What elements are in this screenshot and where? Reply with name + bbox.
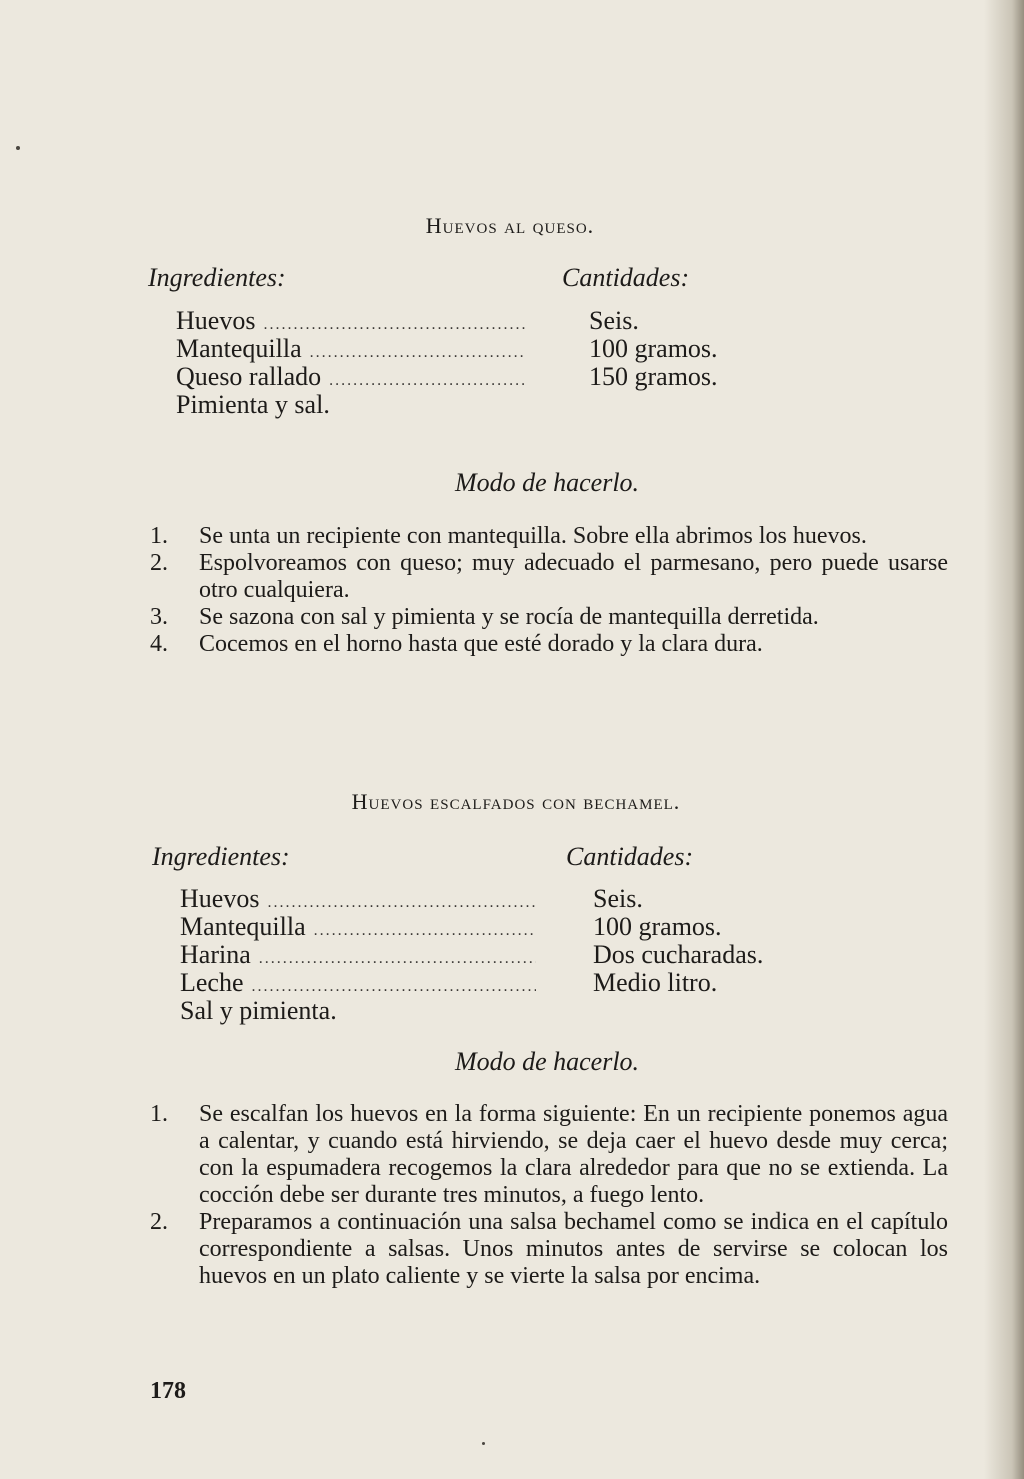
paper-speck (16, 146, 20, 150)
ingredient-row (180, 885, 536, 913)
ingredient-row (180, 969, 536, 997)
method-steps (150, 1101, 948, 1290)
step-item (150, 1209, 948, 1290)
page-number: 178 (150, 1378, 186, 1404)
method-heading: Modo de hacerlo. (454, 468, 640, 497)
quantity-list (589, 307, 718, 391)
ingredient-name: Leche (180, 968, 244, 997)
ingredient-name: Sal y pimienta. (180, 996, 337, 1025)
quantities-heading: Cantidades: (562, 263, 690, 292)
step-number: 4. (150, 631, 168, 657)
quantity-value: 100 gramos. (589, 334, 718, 363)
ingredient-name: Queso rallado (176, 362, 322, 391)
ingredient-name: Mantequilla (180, 912, 306, 941)
dot-leader (310, 339, 526, 367)
paper-speck (482, 1442, 485, 1445)
method-steps (150, 523, 948, 658)
dot-leader (314, 917, 536, 945)
step-text: Preparamos a continuación una salsa bechamel como se indica en el capítulo correspondiente a salsas. Unos minutos antes de servirse se colocan los huevos en un plato caliente y se vierte la salsa por encima. (199, 1209, 948, 1289)
quantity-value: 100 gramos. (593, 912, 722, 941)
ingredient-name: Pimienta y sal. (176, 390, 330, 419)
ingredient-name: Mantequilla (176, 334, 302, 363)
recipe-title: Huevos escalfados con bechamel. (351, 789, 681, 814)
ingredient-row (180, 913, 536, 941)
dot-leader (267, 889, 536, 917)
ingredient-name: Huevos (180, 884, 260, 913)
quantities-heading: Cantidades: (566, 842, 694, 871)
ingredient-name: Huevos (176, 306, 256, 335)
quantity-list (593, 885, 763, 997)
step-text: Cocemos en el horno hasta que esté dorado y la clara dura. (199, 631, 763, 657)
dot-leader (329, 367, 526, 395)
ingredients-heading: Ingredientes: (152, 842, 290, 871)
ingredient-list (180, 885, 536, 1025)
ingredient-row (176, 391, 526, 419)
step-number: 2. (150, 1209, 168, 1235)
ingredients-heading: Ingredientes: (148, 263, 286, 292)
method-heading: Modo de hacerlo. (454, 1047, 640, 1076)
quantity-value: Dos cucharadas. (593, 940, 764, 969)
quantity-value: Seis. (589, 306, 639, 335)
ingredient-name: Harina (180, 940, 251, 969)
ingredient-row (176, 335, 526, 363)
dot-leader (259, 945, 536, 973)
step-item (150, 631, 948, 658)
step-text: Espolvoreamos con queso; muy adecuado el parmesano, pero puede usarse otro cualquiera. (199, 550, 948, 603)
step-number: 1. (150, 1101, 168, 1127)
step-text: Se sazona con sal y pimienta y se rocía de mantequilla derretida. (199, 604, 819, 630)
step-text: Se escalfan los huevos en la forma siguiente: En un recipiente ponemos agua a calentar, y cuando está hirviendo, se deja caer el huevo desde muy cerca; con la espumadera recogemos la clara alrededor para que no se extienda. La cocción debe ser durante tres minutos, a fuego lento. (199, 1101, 948, 1208)
ingredient-list (176, 307, 526, 419)
step-item (150, 523, 948, 550)
step-number: 3. (150, 604, 168, 630)
quantity-value: Medio litro. (593, 968, 718, 997)
quantity-value: Seis. (593, 884, 643, 913)
step-text: Se unta un recipiente con mantequilla. Sobre ella abrimos los huevos. (199, 523, 867, 549)
step-item (150, 1101, 948, 1209)
ingredient-row (176, 307, 526, 335)
ingredient-row (180, 941, 536, 969)
step-number: 2. (150, 550, 168, 576)
step-item (150, 604, 948, 631)
recipe-title: Huevos al queso. (425, 213, 595, 238)
ingredient-row (176, 363, 526, 391)
step-item (150, 550, 948, 604)
ingredient-row (180, 997, 536, 1025)
quantity-value: 150 gramos. (589, 362, 718, 391)
dot-leader (263, 311, 526, 339)
step-number: 1. (150, 523, 168, 549)
